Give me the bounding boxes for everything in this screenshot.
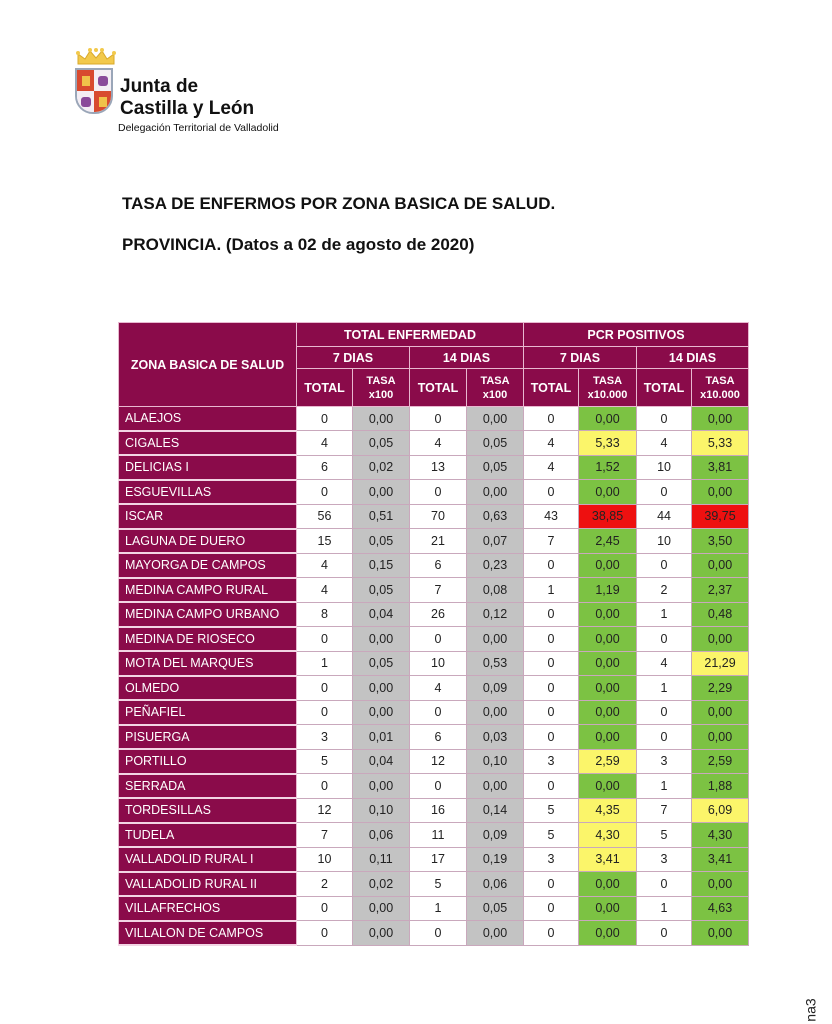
enfermedad-14d-total-cell: 1 — [410, 896, 467, 921]
pcr-7d-total-cell: 0 — [524, 627, 579, 652]
pcr-14d-total-cell: 7 — [637, 798, 692, 823]
enfermedad-7d-tasa-cell: 0,00 — [353, 407, 410, 431]
table-row — [119, 627, 749, 652]
enfermedad-7d-tasa-cell: 0,15 — [353, 553, 410, 578]
table-row — [119, 872, 749, 897]
pcr-7d-tasa-cell: 0,00 — [579, 651, 637, 676]
pcr-14d-tasa-cell: 4,30 — [692, 823, 749, 848]
pcr-14d-tasa-cell: 0,00 — [692, 725, 749, 750]
enfermedad-7d-tasa-cell: 0,04 — [353, 602, 410, 627]
enfermedad-7d-total-cell: 0 — [297, 921, 353, 946]
pcr-7d-tasa-cell: 2,45 — [579, 529, 637, 554]
pcr-7d-tasa-cell: 0,00 — [579, 725, 637, 750]
enfermedad-14d-tasa-cell: 0,63 — [467, 504, 524, 529]
pcr-7d-tasa-cell: 0,00 — [579, 896, 637, 921]
pcr-7d-total-cell: 0 — [524, 676, 579, 701]
junta-logo — [72, 48, 332, 140]
enfermedad-14d-total-cell: 6 — [410, 725, 467, 750]
zone-name-cell: VALLADOLID RURAL I — [119, 847, 297, 872]
crown-icon — [76, 48, 116, 66]
pcr-7d-tasa-cell: 0,00 — [579, 480, 637, 505]
pcr-14d-tasa-cell: 2,59 — [692, 749, 749, 774]
zone-name-cell: CIGALES — [119, 431, 297, 456]
table-row — [119, 602, 749, 627]
coat-of-arms-icon — [75, 68, 113, 114]
enfermedad-7d-total-cell: 15 — [297, 529, 353, 554]
zone-name-cell: PEÑAFIEL — [119, 700, 297, 725]
enfermedad-7d-total-cell: 56 — [297, 504, 353, 529]
table-row — [119, 431, 749, 456]
table-row — [119, 749, 749, 774]
table-row — [119, 798, 749, 823]
pcr-14d-tasa-cell: 21,29 — [692, 651, 749, 676]
enfermedad-7d-tasa-cell: 0,06 — [353, 823, 410, 848]
enfermedad-7d-tasa-cell: 0,05 — [353, 431, 410, 456]
period-header: 14 DIAS — [410, 347, 524, 369]
enfermedad-14d-total-cell: 4 — [410, 676, 467, 701]
zone-name-cell: MAYORGA DE CAMPOS — [119, 553, 297, 578]
table-row — [119, 725, 749, 750]
enfermedad-7d-tasa-cell: 0,02 — [353, 455, 410, 480]
pcr-7d-tasa-cell: 4,35 — [579, 798, 637, 823]
total-column-header: TOTAL — [524, 369, 579, 407]
pcr-7d-tasa-cell: 0,00 — [579, 872, 637, 897]
zone-name-cell: VILLALON DE CAMPOS — [119, 921, 297, 946]
pcr-14d-tasa-cell: 0,00 — [692, 921, 749, 946]
pcr-14d-tasa-cell: 6,09 — [692, 798, 749, 823]
total-column-header: TOTAL — [297, 369, 353, 407]
pcr-14d-tasa-cell: 0,00 — [692, 872, 749, 897]
enfermedad-14d-total-cell: 70 — [410, 504, 467, 529]
enfermedad-14d-total-cell: 0 — [410, 407, 467, 431]
table-row — [119, 578, 749, 603]
tasa-column-header: TASA x100 — [353, 369, 410, 407]
pcr-14d-total-cell: 10 — [637, 529, 692, 554]
pcr-14d-tasa-cell: 2,37 — [692, 578, 749, 603]
table-row — [119, 455, 749, 480]
enfermedad-7d-total-cell: 10 — [297, 847, 353, 872]
enfermedad-14d-tasa-cell: 0,00 — [467, 627, 524, 652]
pcr-7d-total-cell: 0 — [524, 553, 579, 578]
pcr-14d-total-cell: 0 — [637, 407, 692, 431]
pcr-14d-total-cell: 1 — [637, 774, 692, 799]
enfermedad-14d-total-cell: 0 — [410, 700, 467, 725]
pcr-7d-total-cell: 1 — [524, 578, 579, 603]
enfermedad-14d-total-cell: 10 — [410, 651, 467, 676]
zone-name-cell: MEDINA DE RIOSECO — [119, 627, 297, 652]
enfermedad-7d-total-cell: 0 — [297, 896, 353, 921]
total-column-header: TOTAL — [410, 369, 467, 407]
period-header: 14 DIAS — [637, 347, 749, 369]
enfermedad-7d-tasa-cell: 0,00 — [353, 627, 410, 652]
zone-name-cell: TUDELA — [119, 823, 297, 848]
enfermedad-14d-tasa-cell: 0,00 — [467, 774, 524, 799]
enfermedad-7d-tasa-cell: 0,10 — [353, 798, 410, 823]
brand-subtitle: Delegación Territorial de Valladolid — [118, 122, 279, 134]
castle-quarter-icon — [77, 70, 94, 91]
tasa-column-header: TASA x10.000 — [579, 369, 637, 407]
enfermedad-7d-tasa-cell: 0,05 — [353, 529, 410, 554]
table-row — [119, 823, 749, 848]
enfermedad-14d-tasa-cell: 0,06 — [467, 872, 524, 897]
zone-column-header: ZONA BASICA DE SALUD — [119, 323, 297, 407]
pcr-14d-total-cell: 44 — [637, 504, 692, 529]
zone-name-cell: TORDESILLAS — [119, 798, 297, 823]
pcr-14d-tasa-cell: 3,41 — [692, 847, 749, 872]
zone-name-cell: LAGUNA DE DUERO — [119, 529, 297, 554]
enfermedad-7d-tasa-cell: 0,00 — [353, 700, 410, 725]
pcr-7d-tasa-cell: 38,85 — [579, 504, 637, 529]
zone-name-cell: ESGUEVILLAS — [119, 480, 297, 505]
pcr-14d-tasa-cell: 1,88 — [692, 774, 749, 799]
enfermedad-7d-tasa-cell: 0,00 — [353, 480, 410, 505]
enfermedad-14d-tasa-cell: 0,00 — [467, 407, 524, 431]
pcr-14d-tasa-cell: 0,00 — [692, 407, 749, 431]
enfermedad-14d-tasa-cell: 0,05 — [467, 431, 524, 456]
enfermedad-7d-total-cell: 0 — [297, 480, 353, 505]
enfermedad-7d-total-cell: 5 — [297, 749, 353, 774]
enfermedad-14d-total-cell: 21 — [410, 529, 467, 554]
zone-name-cell: ISCAR — [119, 504, 297, 529]
enfermedad-14d-tasa-cell: 0,00 — [467, 921, 524, 946]
pcr-7d-total-cell: 5 — [524, 823, 579, 848]
pcr-14d-tasa-cell: 0,48 — [692, 602, 749, 627]
lion-quarter-icon — [94, 70, 111, 91]
table-row — [119, 651, 749, 676]
pcr-14d-tasa-cell: 3,50 — [692, 529, 749, 554]
enfermedad-14d-tasa-cell: 0,09 — [467, 823, 524, 848]
pcr-14d-total-cell: 1 — [637, 896, 692, 921]
health-zone-table — [118, 322, 749, 946]
total-column-header: TOTAL — [637, 369, 692, 407]
pcr-14d-tasa-cell: 0,00 — [692, 480, 749, 505]
table-row — [119, 407, 749, 431]
enfermedad-7d-tasa-cell: 0,00 — [353, 774, 410, 799]
enfermedad-7d-tasa-cell: 0,05 — [353, 651, 410, 676]
pcr-7d-total-cell: 0 — [524, 407, 579, 431]
pcr-7d-tasa-cell: 0,00 — [579, 676, 637, 701]
enfermedad-7d-total-cell: 0 — [297, 407, 353, 431]
pcr-14d-total-cell: 0 — [637, 480, 692, 505]
pcr-7d-total-cell: 0 — [524, 480, 579, 505]
pcr-7d-total-cell: 0 — [524, 921, 579, 946]
table-row — [119, 529, 749, 554]
enfermedad-14d-total-cell: 13 — [410, 455, 467, 480]
pcr-7d-total-cell: 4 — [524, 455, 579, 480]
enfermedad-7d-tasa-cell: 0,51 — [353, 504, 410, 529]
enfermedad-14d-tasa-cell: 0,23 — [467, 553, 524, 578]
enfermedad-14d-tasa-cell: 0,08 — [467, 578, 524, 603]
period-header: 7 DIAS — [297, 347, 410, 369]
zone-name-cell: MEDINA CAMPO URBANO — [119, 602, 297, 627]
zone-name-cell: PORTILLO — [119, 749, 297, 774]
group-header-total-enfermedad: TOTAL ENFERMEDAD — [297, 323, 524, 347]
table-row — [119, 896, 749, 921]
tasa-column-header: TASA x100 — [467, 369, 524, 407]
pcr-7d-total-cell: 3 — [524, 847, 579, 872]
tasa-column-header: TASA x10.000 — [692, 369, 749, 407]
enfermedad-7d-tasa-cell: 0,01 — [353, 725, 410, 750]
pcr-14d-total-cell: 4 — [637, 431, 692, 456]
enfermedad-7d-total-cell: 4 — [297, 578, 353, 603]
enfermedad-14d-total-cell: 12 — [410, 749, 467, 774]
lion-quarter-icon — [77, 91, 94, 112]
table-row — [119, 553, 749, 578]
table-row — [119, 480, 749, 505]
pcr-14d-total-cell: 1 — [637, 602, 692, 627]
brand-name-line1: Junta de — [120, 76, 199, 97]
enfermedad-7d-tasa-cell: 0,05 — [353, 578, 410, 603]
enfermedad-14d-tasa-cell: 0,05 — [467, 455, 524, 480]
enfermedad-7d-total-cell: 0 — [297, 700, 353, 725]
document-subtitle: PROVINCIA. (Datos a 02 de agosto de 2020) — [122, 235, 475, 254]
enfermedad-14d-total-cell: 5 — [410, 872, 467, 897]
brand-name-line2: Castilla y León — [120, 98, 255, 119]
pcr-7d-tasa-cell: 0,00 — [579, 553, 637, 578]
pcr-14d-total-cell: 1 — [637, 676, 692, 701]
enfermedad-7d-total-cell: 4 — [297, 431, 353, 456]
pcr-14d-total-cell: 2 — [637, 578, 692, 603]
enfermedad-14d-total-cell: 6 — [410, 553, 467, 578]
enfermedad-7d-total-cell: 0 — [297, 676, 353, 701]
pcr-7d-tasa-cell: 5,33 — [579, 431, 637, 456]
pcr-14d-tasa-cell: 5,33 — [692, 431, 749, 456]
pcr-7d-total-cell: 7 — [524, 529, 579, 554]
pcr-7d-tasa-cell: 2,59 — [579, 749, 637, 774]
enfermedad-14d-tasa-cell: 0,03 — [467, 725, 524, 750]
enfermedad-14d-total-cell: 11 — [410, 823, 467, 848]
pcr-14d-total-cell: 4 — [637, 651, 692, 676]
enfermedad-7d-total-cell: 0 — [297, 627, 353, 652]
pcr-7d-total-cell: 0 — [524, 896, 579, 921]
pcr-14d-tasa-cell: 0,00 — [692, 627, 749, 652]
group-header-pcr-positivos: PCR POSITIVOS — [524, 323, 749, 347]
pcr-7d-tasa-cell: 1,19 — [579, 578, 637, 603]
enfermedad-7d-total-cell: 0 — [297, 774, 353, 799]
enfermedad-14d-tasa-cell: 0,10 — [467, 749, 524, 774]
enfermedad-14d-total-cell: 4 — [410, 431, 467, 456]
enfermedad-14d-tasa-cell: 0,12 — [467, 602, 524, 627]
pcr-7d-tasa-cell: 3,41 — [579, 847, 637, 872]
pcr-7d-tasa-cell: 0,00 — [579, 921, 637, 946]
zone-name-cell: PISUERGA — [119, 725, 297, 750]
zone-name-cell: OLMEDO — [119, 676, 297, 701]
pcr-14d-total-cell: 0 — [637, 700, 692, 725]
table-row — [119, 774, 749, 799]
enfermedad-7d-tasa-cell: 0,00 — [353, 896, 410, 921]
enfermedad-14d-total-cell: 0 — [410, 921, 467, 946]
pcr-14d-tasa-cell: 2,29 — [692, 676, 749, 701]
pcr-7d-total-cell: 3 — [524, 749, 579, 774]
pcr-14d-total-cell: 0 — [637, 725, 692, 750]
zone-name-cell: ALAEJOS — [119, 407, 297, 431]
pcr-14d-tasa-cell: 0,00 — [692, 553, 749, 578]
zone-name-cell: MEDINA CAMPO RURAL — [119, 578, 297, 603]
enfermedad-7d-total-cell: 4 — [297, 553, 353, 578]
pcr-7d-total-cell: 0 — [524, 700, 579, 725]
pcr-7d-total-cell: 0 — [524, 774, 579, 799]
zone-name-cell: VALLADOLID RURAL II — [119, 872, 297, 897]
enfermedad-7d-tasa-cell: 0,11 — [353, 847, 410, 872]
enfermedad-14d-tasa-cell: 0,00 — [467, 480, 524, 505]
zone-name-cell: MOTA DEL MARQUES — [119, 651, 297, 676]
enfermedad-14d-total-cell: 7 — [410, 578, 467, 603]
enfermedad-14d-tasa-cell: 0,53 — [467, 651, 524, 676]
enfermedad-14d-total-cell: 0 — [410, 627, 467, 652]
pcr-14d-total-cell: 3 — [637, 847, 692, 872]
pcr-14d-tasa-cell: 3,81 — [692, 455, 749, 480]
zone-name-cell: DELICIAS I — [119, 455, 297, 480]
enfermedad-14d-tasa-cell: 0,05 — [467, 896, 524, 921]
pcr-14d-total-cell: 10 — [637, 455, 692, 480]
table-row — [119, 847, 749, 872]
document-title: TASA DE ENFERMOS POR ZONA BASICA DE SALUD. — [122, 194, 556, 213]
enfermedad-7d-tasa-cell: 0,00 — [353, 676, 410, 701]
pcr-7d-total-cell: 0 — [524, 872, 579, 897]
enfermedad-7d-tasa-cell: 0,02 — [353, 872, 410, 897]
enfermedad-7d-total-cell: 12 — [297, 798, 353, 823]
table-row — [119, 504, 749, 529]
pcr-7d-total-cell: 5 — [524, 798, 579, 823]
enfermedad-7d-total-cell: 2 — [297, 872, 353, 897]
pcr-14d-tasa-cell: 0,00 — [692, 700, 749, 725]
enfermedad-7d-total-cell: 3 — [297, 725, 353, 750]
pcr-7d-tasa-cell: 0,00 — [579, 627, 637, 652]
enfermedad-14d-tasa-cell: 0,00 — [467, 700, 524, 725]
pcr-7d-tasa-cell: 0,00 — [579, 774, 637, 799]
enfermedad-14d-total-cell: 17 — [410, 847, 467, 872]
enfermedad-14d-total-cell: 16 — [410, 798, 467, 823]
enfermedad-14d-tasa-cell: 0,19 — [467, 847, 524, 872]
enfermedad-7d-total-cell: 8 — [297, 602, 353, 627]
table-row — [119, 921, 749, 946]
pcr-7d-total-cell: 4 — [524, 431, 579, 456]
zone-name-cell: VILLAFRECHOS — [119, 896, 297, 921]
pcr-7d-tasa-cell: 1,52 — [579, 455, 637, 480]
pcr-14d-total-cell: 5 — [637, 823, 692, 848]
pcr-14d-total-cell: 0 — [637, 553, 692, 578]
pcr-14d-total-cell: 0 — [637, 921, 692, 946]
pcr-7d-total-cell: 0 — [524, 651, 579, 676]
enfermedad-14d-total-cell: 26 — [410, 602, 467, 627]
pcr-14d-total-cell: 3 — [637, 749, 692, 774]
pcr-14d-tasa-cell: 4,63 — [692, 896, 749, 921]
table-row — [119, 700, 749, 725]
enfermedad-7d-total-cell: 6 — [297, 455, 353, 480]
enfermedad-7d-tasa-cell: 0,00 — [353, 921, 410, 946]
enfermedad-14d-total-cell: 0 — [410, 774, 467, 799]
enfermedad-14d-tasa-cell: 0,14 — [467, 798, 524, 823]
pcr-7d-tasa-cell: 0,00 — [579, 602, 637, 627]
table-row — [119, 676, 749, 701]
pcr-7d-total-cell: 0 — [524, 602, 579, 627]
pcr-7d-tasa-cell: 0,00 — [579, 407, 637, 431]
table-body — [119, 407, 749, 946]
enfermedad-14d-tasa-cell: 0,07 — [467, 529, 524, 554]
pcr-14d-total-cell: 0 — [637, 627, 692, 652]
castle-quarter-icon — [94, 91, 111, 112]
pcr-7d-total-cell: 0 — [524, 725, 579, 750]
enfermedad-14d-total-cell: 0 — [410, 480, 467, 505]
pcr-7d-tasa-cell: 4,30 — [579, 823, 637, 848]
enfermedad-7d-total-cell: 7 — [297, 823, 353, 848]
pcr-7d-tasa-cell: 0,00 — [579, 700, 637, 725]
enfermedad-14d-tasa-cell: 0,09 — [467, 676, 524, 701]
pcr-7d-total-cell: 43 — [524, 504, 579, 529]
period-header: 7 DIAS — [524, 347, 637, 369]
enfermedad-7d-total-cell: 1 — [297, 651, 353, 676]
zone-name-cell: SERRADA — [119, 774, 297, 799]
enfermedad-7d-tasa-cell: 0,04 — [353, 749, 410, 774]
page-number: na3 — [802, 998, 819, 1022]
pcr-14d-total-cell: 0 — [637, 872, 692, 897]
pcr-14d-tasa-cell: 39,75 — [692, 504, 749, 529]
